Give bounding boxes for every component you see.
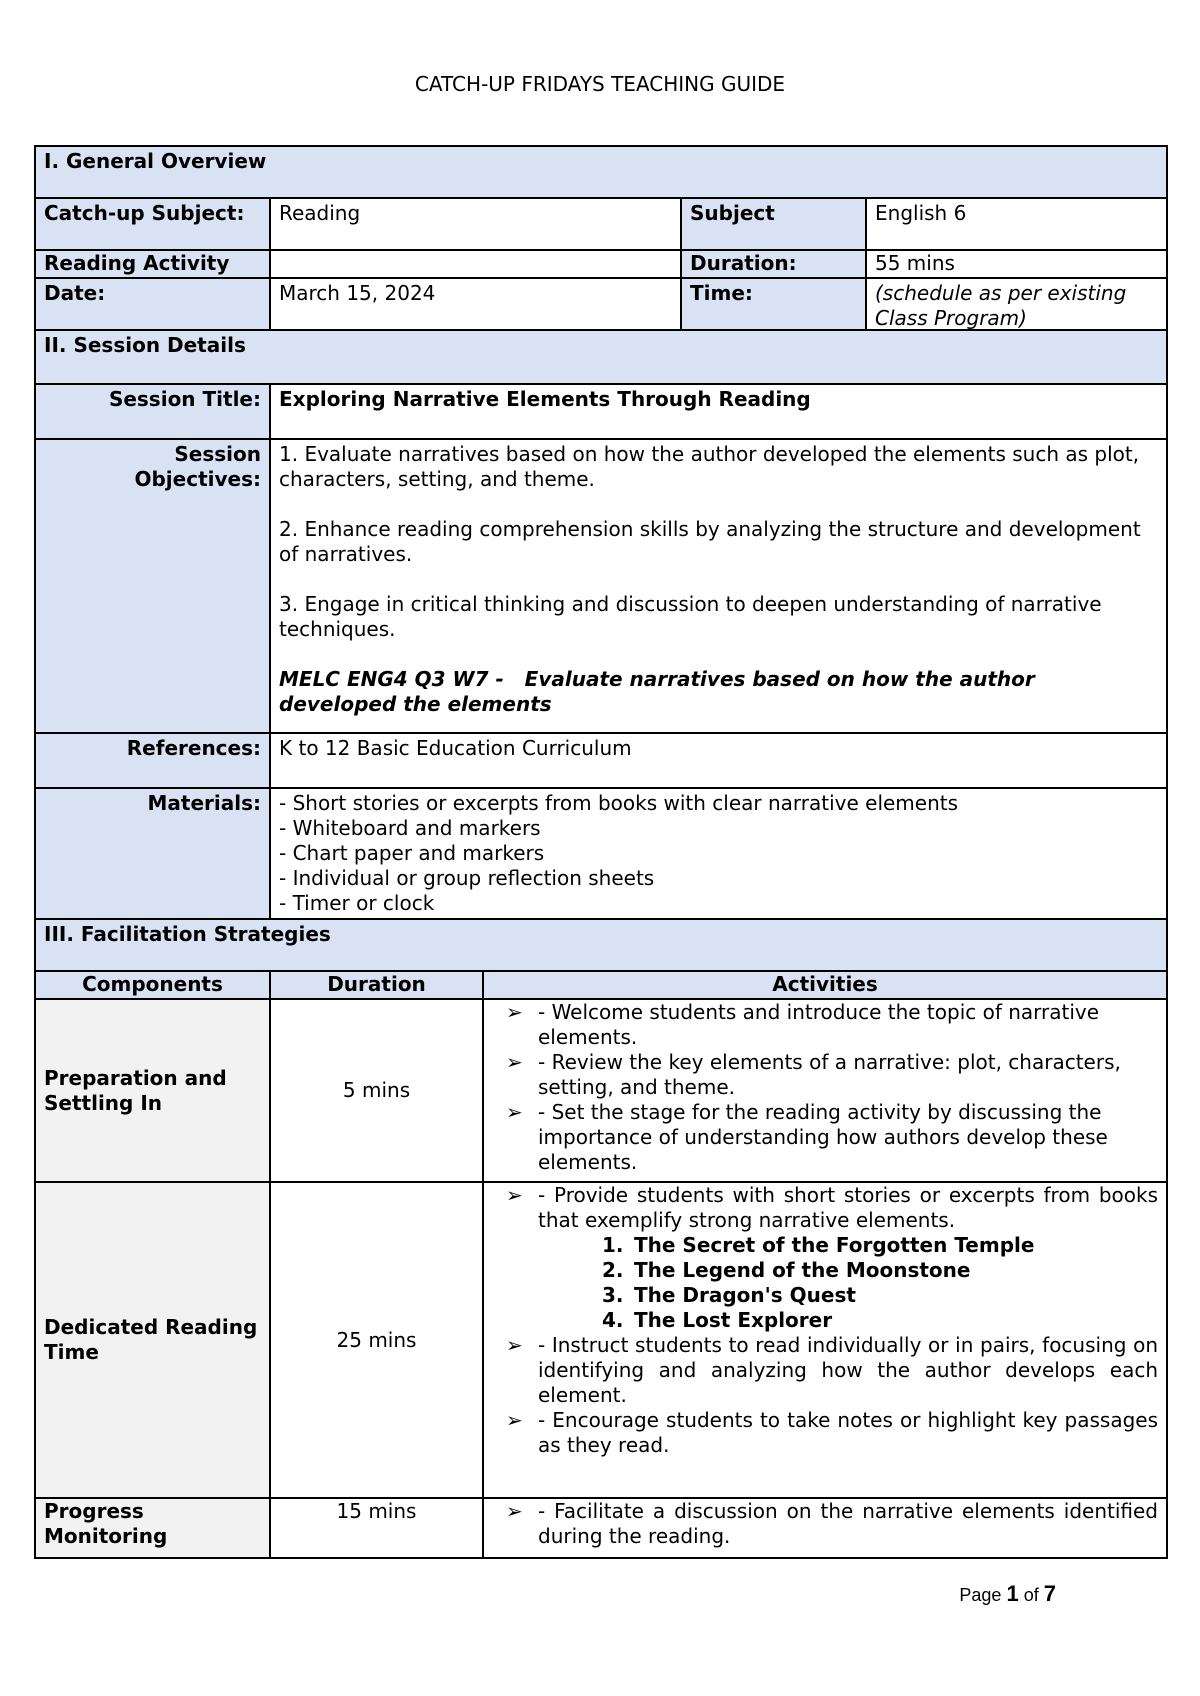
subject-label: Subject [682, 199, 867, 249]
duration-value: 55 mins [875, 251, 955, 275]
time-value: (schedule as per existing Class Program) [875, 281, 1127, 329]
component-cell [36, 1183, 271, 1497]
activity-item: ➢ - Encourage students to take notes or highlight key passages as they read. [492, 1408, 1158, 1458]
activity-item: ➢ - Review the key elements of a narrative: plot, characters, setting, and theme. [492, 1050, 1158, 1100]
reading-activity-label: Reading Activity [36, 251, 271, 277]
objective-item: 2. Enhance reading comprehension skills by analyzing the structure and development of narratives. [279, 517, 1141, 566]
page-footer [959, 1581, 1056, 1607]
page-total: 7 [1043, 1581, 1056, 1606]
component-cell [36, 1499, 271, 1557]
session-title-label: Session Title: [36, 385, 271, 438]
objective-item: 3. Engage in critical thinking and discussion to deepen understanding of narrative techniques. [279, 592, 1102, 641]
component-name: Preparation and Settling In [44, 1065, 227, 1115]
duration-cell [271, 1000, 484, 1181]
page-number: 1 [1006, 1581, 1019, 1606]
material-item: - Chart paper and markers [279, 841, 545, 865]
book-item: 2. The Legend of the Moonstone [602, 1258, 971, 1282]
catchup-subject-value: Reading [271, 199, 682, 249]
arrow-bullet-icon: ➢ [506, 1100, 523, 1124]
book-item: 3. The Dragon's Quest [602, 1283, 856, 1307]
session-objectives-value [271, 440, 1166, 732]
activity-item: ➢ - Set the stage for the reading activity by discussing the importance of understanding how authors develop these elements. [492, 1100, 1158, 1175]
component-name: Dedicated Reading Time [44, 1315, 258, 1364]
session-objectives-row [34, 440, 1168, 734]
page-word: Page [959, 1585, 1002, 1605]
subject-value: English 6 [875, 201, 967, 225]
book-item: 4. The Lost Explorer [602, 1308, 833, 1332]
material-item: - Timer or clock [279, 891, 435, 915]
component-name: Progress Monitoring [44, 1499, 168, 1548]
materials-label: Materials: [36, 789, 271, 918]
duration-cell [271, 1499, 484, 1557]
catchup-subject-label: Catch-up Subject: [36, 199, 271, 249]
materials-row [34, 789, 1168, 920]
arrow-bullet-icon: ➢ [506, 1183, 523, 1207]
references-label: References: [36, 734, 271, 787]
document-title: CATCH-UP FRIDAYS TEACHING GUIDE [414, 72, 786, 96]
table-row [34, 1499, 1168, 1559]
session-title-value: Exploring Narrative Elements Through Reading [279, 387, 811, 411]
time-label: Time: [682, 279, 867, 329]
duration-cell [271, 1183, 484, 1497]
activity-item: ➢ - Provide students with short stories or excerpts from books that exemplify strong narrative elements. [492, 1183, 1158, 1233]
component-cell [36, 1000, 271, 1181]
overview-row-date [34, 279, 1168, 331]
activity-item: ➢ - Facilitate a discussion on the narrative elements identified during the reading. [492, 1499, 1158, 1549]
column-header-components: Components [36, 972, 271, 998]
objective-item: 1. Evaluate narratives based on how the author developed the elements such as plot, characters, setting, and theme. [279, 442, 1140, 491]
table-row [34, 1000, 1168, 1183]
overview-row-subject [34, 199, 1168, 251]
duration-label: Duration: [682, 251, 867, 277]
activity-item: ➢ - Instruct students to read individually or in pairs, focusing on identifying and analyzing how the author develops each element. [492, 1333, 1158, 1408]
arrow-bullet-icon: ➢ [506, 1050, 523, 1074]
activities-cell [484, 1000, 1166, 1181]
melc-statement: MELC ENG4 Q3 W7 - Evaluate narratives based on how the author developed the elements [279, 667, 1042, 716]
book-item: 1. The Secret of the Forgotten Temple [602, 1233, 1035, 1257]
section-heading: II. Session Details [36, 331, 1166, 383]
material-item: - Individual or group reflection sheets [279, 866, 655, 890]
session-title-row [34, 385, 1168, 440]
teaching-guide-table [34, 145, 1168, 1559]
material-item: - Short stories or excerpts from books with clear narrative elements [279, 791, 959, 815]
date-label: Date: [36, 279, 271, 329]
overview-row-activity [34, 251, 1168, 279]
material-item: - Whiteboard and markers [279, 816, 541, 840]
table-row [34, 1183, 1168, 1499]
session-objectives-label: Session Objectives: [36, 440, 271, 732]
references-row [34, 734, 1168, 789]
arrow-bullet-icon: ➢ [506, 1499, 523, 1523]
activities-cell [484, 1183, 1166, 1497]
arrow-bullet-icon: ➢ [506, 1408, 523, 1432]
column-header-duration: Duration [271, 972, 484, 998]
activity-item: ➢ - Welcome students and introduce the topic of narrative elements. [492, 1000, 1158, 1050]
materials-list [271, 789, 1166, 918]
date-value: March 15, 2024 [271, 279, 682, 329]
reading-activity-value [271, 251, 682, 277]
section-general-overview [34, 147, 1168, 199]
arrow-bullet-icon: ➢ [506, 1333, 523, 1357]
section-facilitation [34, 920, 1168, 972]
facilitation-header-row [34, 972, 1168, 1000]
column-header-activities: Activities [772, 972, 878, 996]
references-value: K to 12 Basic Education Curriculum [279, 736, 632, 760]
section-heading: I. General Overview [36, 147, 1166, 197]
section-heading: III. Facilitation Strategies [36, 920, 1166, 970]
duration-value: 15 mins [336, 1499, 417, 1523]
section-session-details [34, 331, 1168, 385]
activities-cell [484, 1499, 1166, 1557]
book-list [492, 1233, 1158, 1333]
duration-value: 5 mins [342, 1078, 411, 1102]
arrow-bullet-icon: ➢ [506, 1000, 523, 1024]
of-word: of [1023, 1585, 1039, 1605]
duration-value: 25 mins [336, 1327, 417, 1352]
